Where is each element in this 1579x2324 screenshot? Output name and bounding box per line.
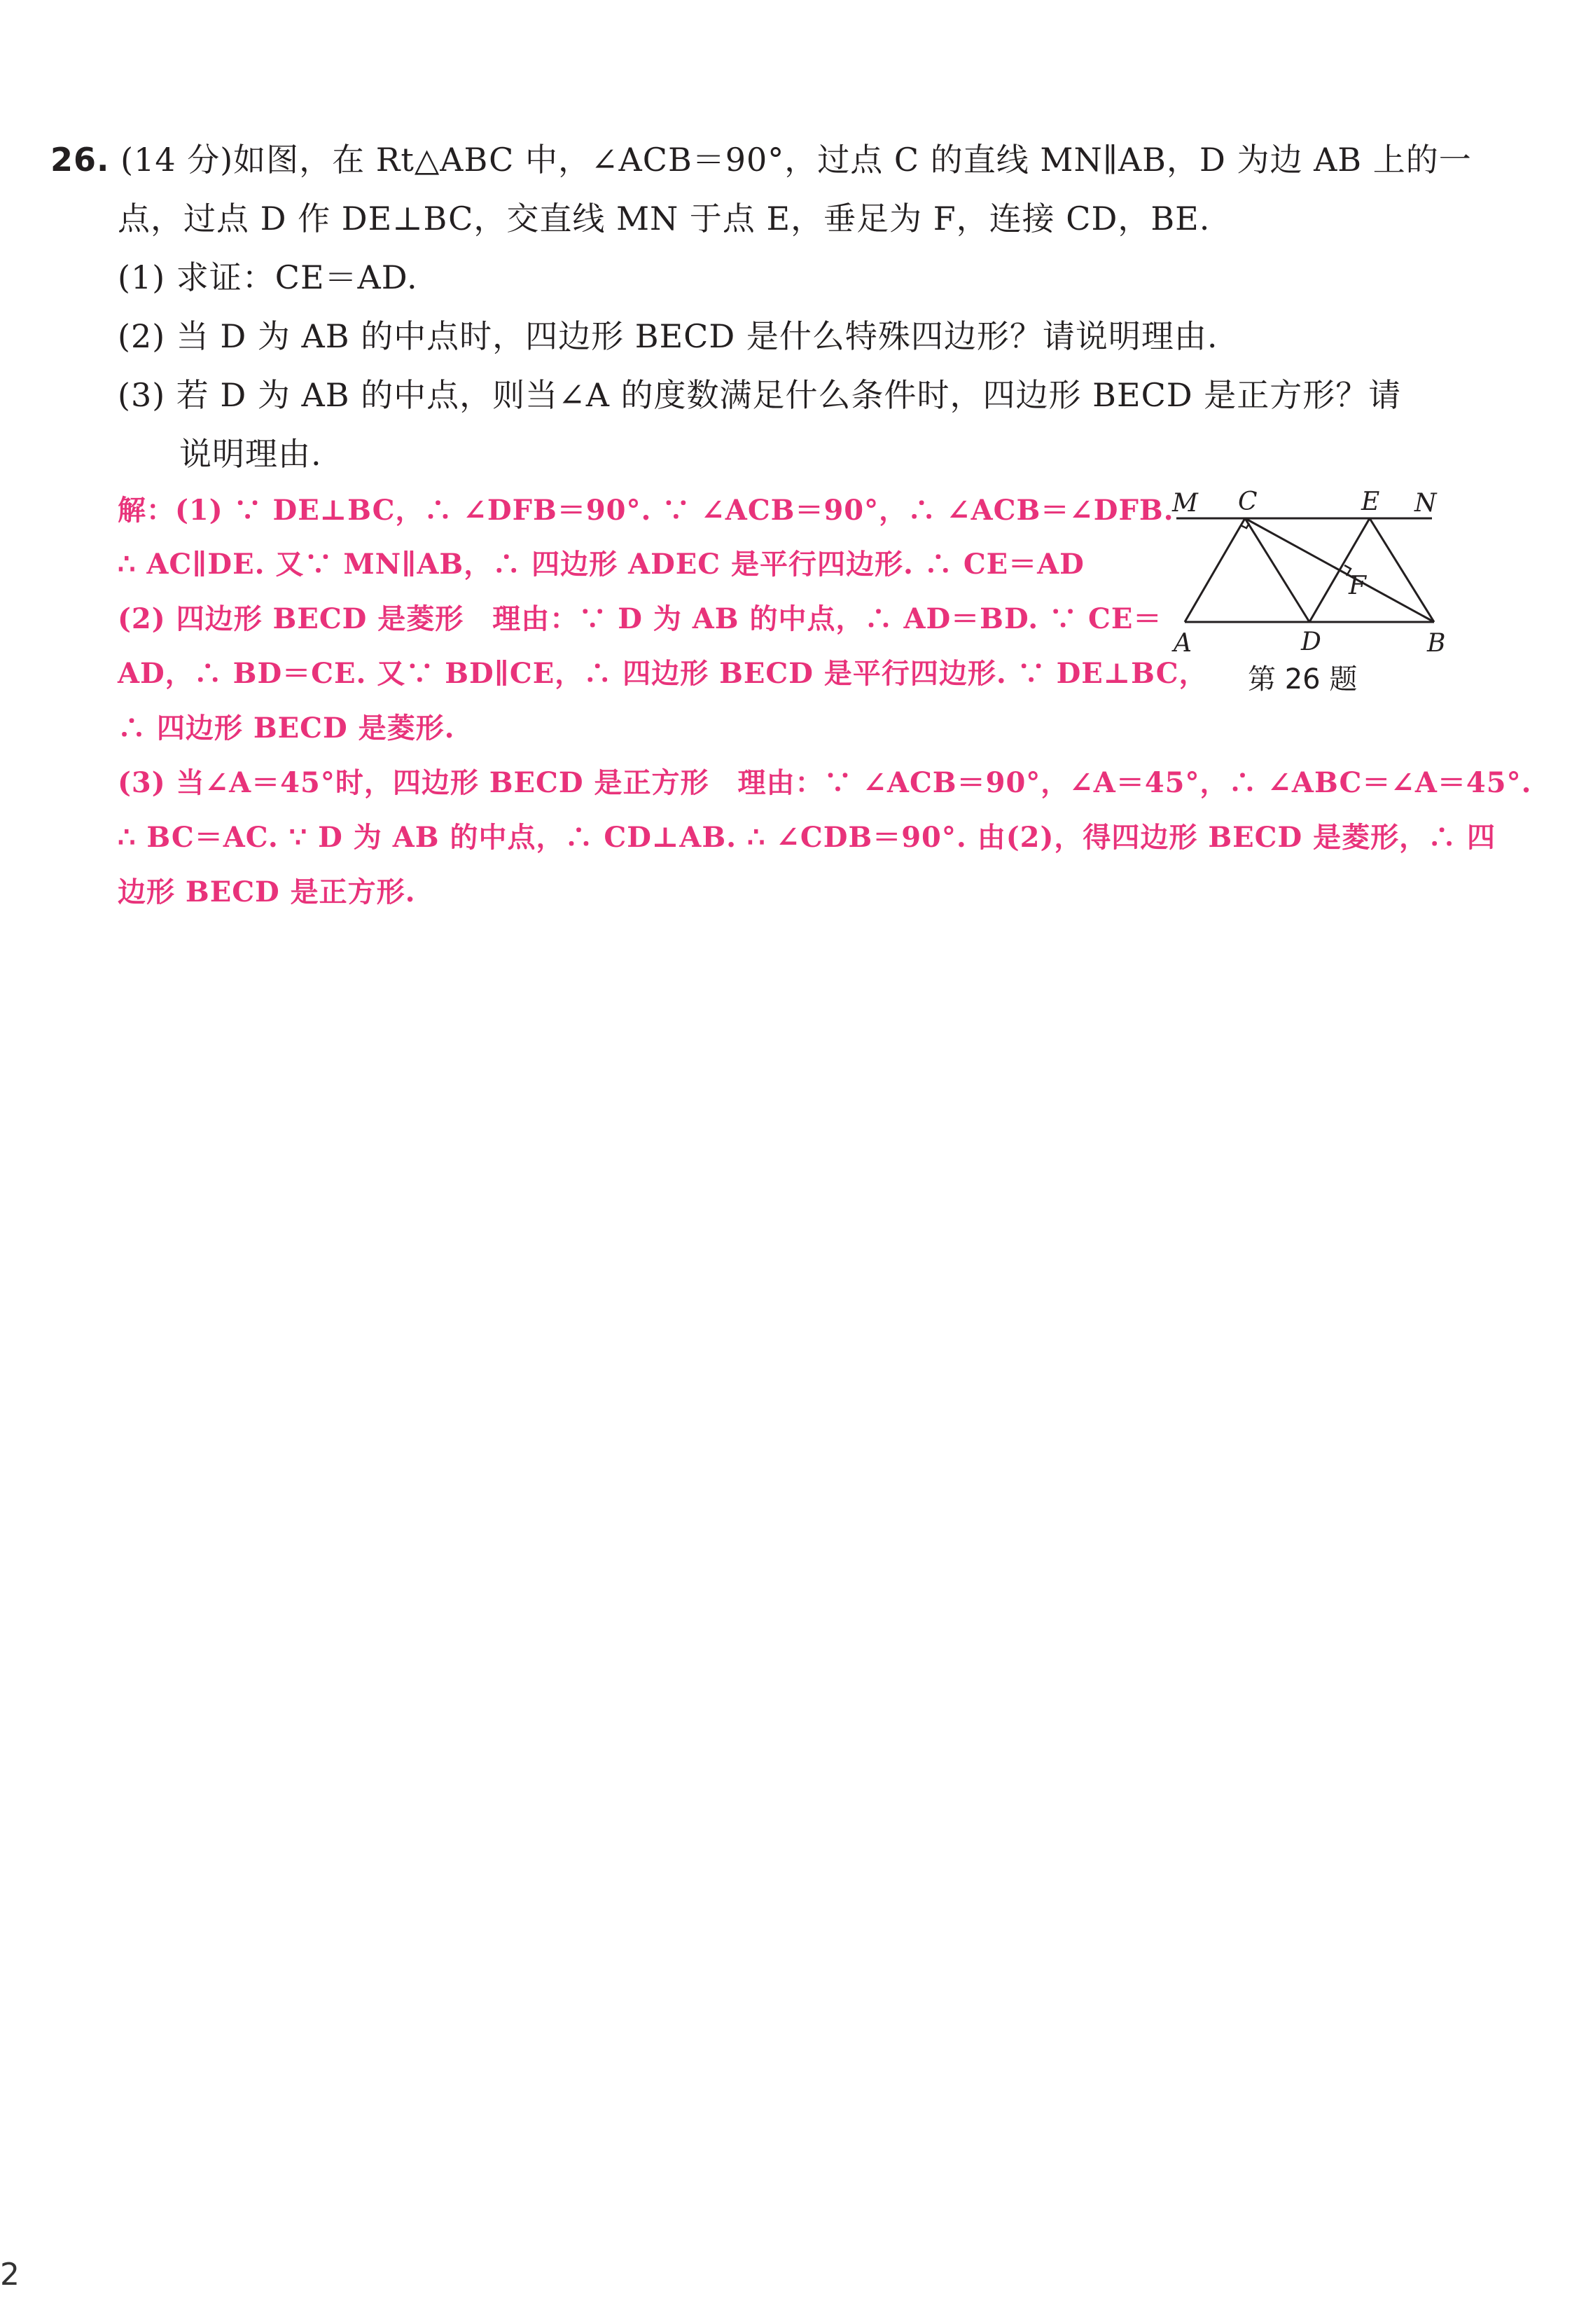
segment-ac <box>1185 518 1245 622</box>
label-a: A <box>1174 629 1192 658</box>
question-part-3: (3) 若 D 为 AB 的中点，则当∠A 的度数满足什么条件时，四边形 BECD 是正方形？请 <box>118 376 1402 414</box>
question-line-2: 点，过点 D 作 DE⊥BC，交直线 MN 于点 E，垂足为 F，连接 CD，BE. <box>118 200 1211 237</box>
label-c: C <box>1238 487 1258 516</box>
label-d: D <box>1301 628 1321 656</box>
question-part-3-cont: 说明理由. <box>179 435 322 473</box>
question-number: 26. <box>50 141 110 179</box>
answer-line-4: AD，∴ BD＝CE. 又∵ BD∥CE，∴ 四边形 BECD 是平行四边形. ∵ DE⊥BC， <box>118 657 1208 690</box>
answer-line-2: ∴ AC∥DE. 又∵ MN∥AB，∴ 四边形 ADEC 是平行四边形. ∴ CE＝AD <box>118 548 1085 581</box>
label-b: B <box>1427 629 1446 658</box>
label-e: E <box>1361 487 1380 516</box>
question-line-1 <box>50 139 1472 181</box>
label-n: N <box>1414 489 1437 518</box>
answer-line-8: 边形 BECD 是正方形. <box>118 876 416 908</box>
label-f: F <box>1349 572 1366 600</box>
answer-line-3: (2) 四边形 BECD 是菱形 理由：∵ D 为 AB 的中点，∴ AD＝BD. ∵ CE＝ <box>118 602 1162 635</box>
question-text-1: (14 分)如图，在 Rt△ABC 中，∠ACB＝90°，过点 C 的直线 MN∥AB，D 为边 AB 上的一 <box>120 141 1472 179</box>
segment-cd <box>1245 518 1309 622</box>
page-number: 2 <box>0 2257 20 2292</box>
question-part-1: (1) 求证：CE＝AD. <box>118 258 418 296</box>
question-part-2: (2) 当 D 为 AB 的中点时，四边形 BECD 是什么特殊四边形？请说明理由. <box>118 317 1218 355</box>
answer-line-1: 解：(1) ∵ DE⊥BC，∴ ∠DFB＝90°. ∵ ∠ACB＝90°，∴ ∠ACB＝∠DFB. <box>118 494 1174 527</box>
answer-line-7: ∴ BC＝AC. ∵ D 为 AB 的中点，∴ CD⊥AB. ∴ ∠CDB＝90°. 由(2)，得四边形 BECD 是菱形，∴ 四 <box>118 821 1496 854</box>
figure-caption: 第 26 题 <box>1248 663 1358 696</box>
geometry-diagram <box>1169 483 1463 665</box>
label-m: M <box>1172 489 1198 518</box>
segment-eb <box>1370 518 1434 622</box>
segment-de <box>1309 518 1370 622</box>
answer-line-6: (3) 当∠A＝45°时，四边形 BECD 是正方形 理由：∵ ∠ACB＝90°，∠A＝45°，∴ ∠ABC＝∠A＝45°. <box>118 766 1532 799</box>
answer-line-5: ∴ 四边形 BECD 是菱形. <box>118 712 455 745</box>
